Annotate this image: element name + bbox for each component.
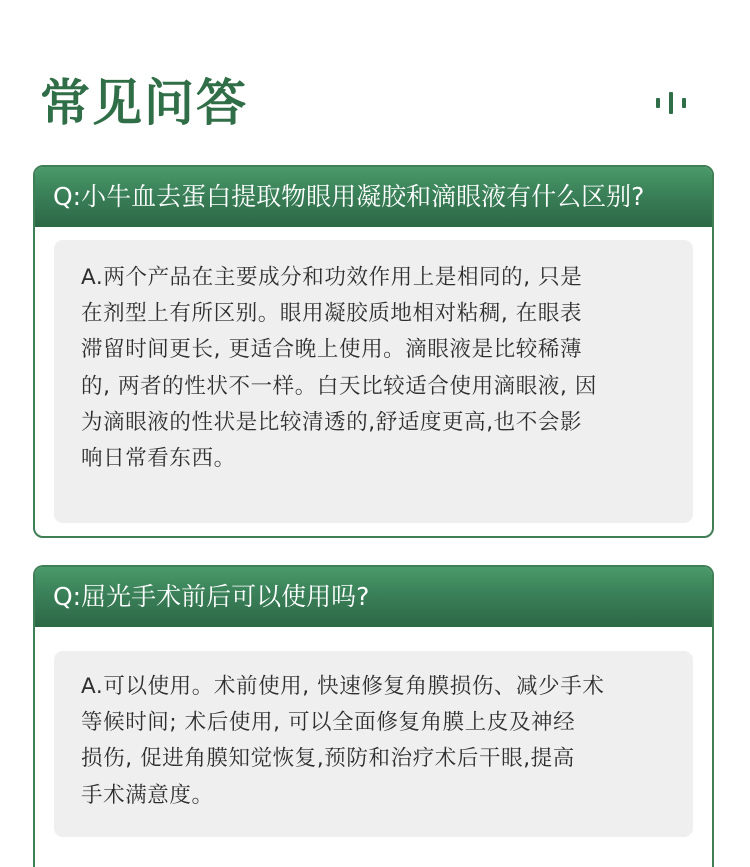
page-title: 常见问答: [40, 74, 248, 132]
answer-line: 等候时间; 术后使用, 可以全面修复角膜上皮及神经: [81, 710, 576, 736]
answer-line: 为滴眼液的性状是比较清透的,舒适度更高,也不会影: [81, 409, 583, 435]
faq-card-2: [33, 565, 714, 867]
faq-question: Q:小牛血去蛋白提取物眼用凝胶和滴眼液有什么区别?: [35, 167, 712, 227]
answer-line: 的, 两者的性状不一样。白天比较适合使用滴眼液, 因: [81, 373, 597, 399]
answer-line: 在剂型上有所区别。眼用凝胶质地相对粘稠, 在眼表: [81, 301, 583, 327]
faq-card-1: [33, 165, 714, 538]
answer-line: 滞留时间更长, 更适合晚上使用。滴眼液是比较稀薄: [81, 337, 583, 363]
answer-line: 损伤, 促进角膜知觉恢复,预防和治疗术后干眼,提高: [81, 746, 575, 772]
answer-line: A.可以使用。术前使用, 快速修复角膜损伤、减少手术: [81, 674, 605, 699]
answer-line: A.两个产品在主要成分和功效作用上是相同的, 只是: [81, 265, 583, 290]
faq-question: Q:屈光手术前后可以使用吗?: [35, 567, 712, 627]
signal-bars-icon: [656, 92, 688, 114]
page-header: [0, 0, 750, 160]
faq-answer: [54, 651, 693, 837]
answer-line: 手术满意度。: [81, 782, 214, 808]
faq-answer: [54, 240, 693, 523]
answer-line: 响日常看东西。: [81, 446, 236, 472]
